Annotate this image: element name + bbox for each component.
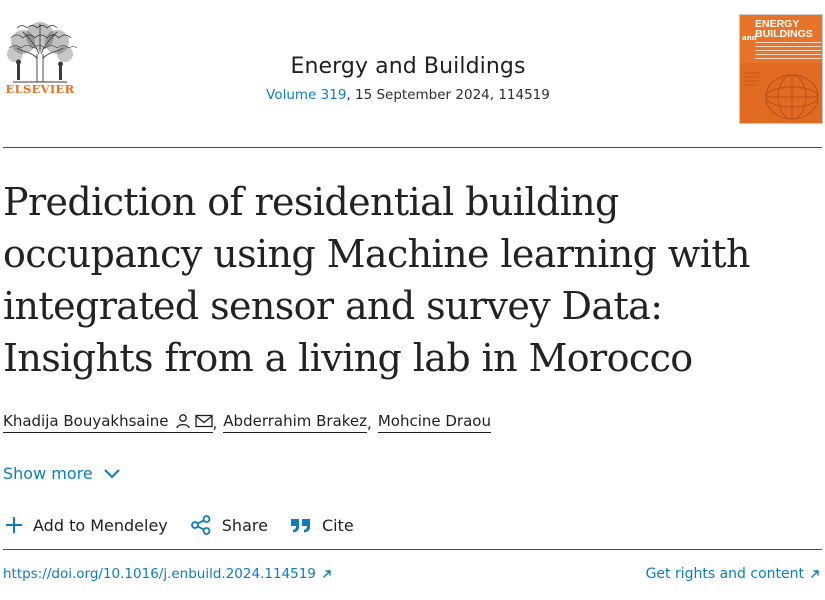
cite-button[interactable] [290, 516, 354, 535]
envelope-icon [195, 414, 213, 428]
author-separator: , [212, 413, 218, 432]
article-actions-toolbar [5, 514, 376, 536]
share-label: Share [221, 515, 268, 535]
author-link-3[interactable] [378, 412, 491, 433]
actions-divider [3, 549, 822, 550]
publisher-name: ELSEVIER [5, 82, 75, 96]
doi-link[interactable] [3, 566, 332, 582]
author-name: Mohcine Draou [377, 412, 491, 430]
header-divider [3, 147, 822, 148]
cover-subtitle-lines [755, 42, 821, 60]
journal-cover-image[interactable] [739, 14, 823, 124]
journal-title-link[interactable]: Energy and Buildings [290, 54, 526, 79]
author-link-2[interactable] [223, 412, 367, 433]
author-icons [175, 413, 213, 429]
get-rights-text: Get rights and content [645, 566, 804, 582]
get-rights-link[interactable] [646, 566, 820, 582]
show-more-button[interactable] [3, 464, 121, 483]
cover-and-text: and [742, 34, 757, 42]
journal-meta [200, 87, 616, 103]
author-name: Khadija Bouyakhsaine [3, 412, 169, 430]
external-link-arrow-icon [810, 569, 820, 579]
cover-globe-illustration [740, 63, 823, 124]
issue-info: , 15 September 2024, 114519 [346, 87, 550, 103]
add-to-mendeley-button[interactable] [5, 516, 168, 535]
plus-icon [5, 516, 23, 534]
author-name: Abderrahim Brakez [223, 412, 368, 430]
author-separator: , [367, 413, 372, 432]
share-icon [190, 514, 212, 536]
cover-title-line1: ENERGY [755, 18, 800, 30]
author-link-1[interactable] [3, 412, 213, 433]
author-list [3, 412, 491, 433]
chevron-down-icon [103, 468, 121, 480]
cover-title-line2: BUILDINGS [755, 28, 813, 40]
add-to-mendeley-label: Add to Mendeley [33, 515, 168, 535]
quote-icon [290, 516, 312, 534]
share-button[interactable] [190, 514, 268, 536]
volume-link[interactable]: Volume 319 [266, 87, 347, 103]
cite-label: Cite [321, 515, 354, 535]
journal-header [200, 54, 616, 103]
external-link-arrow-icon [322, 569, 332, 579]
elsevier-tree-icon [3, 18, 77, 84]
show-more-label: Show more [3, 464, 93, 483]
article-title: Prediction of residential building occupancy using Machine learning with integrated sensor and survey Data: Insights from a living lab in Morocco [3, 180, 750, 380]
doi-text: https://doi.org/10.1016/j.enbuild.2024.114519 [3, 566, 316, 582]
person-icon [175, 413, 191, 429]
